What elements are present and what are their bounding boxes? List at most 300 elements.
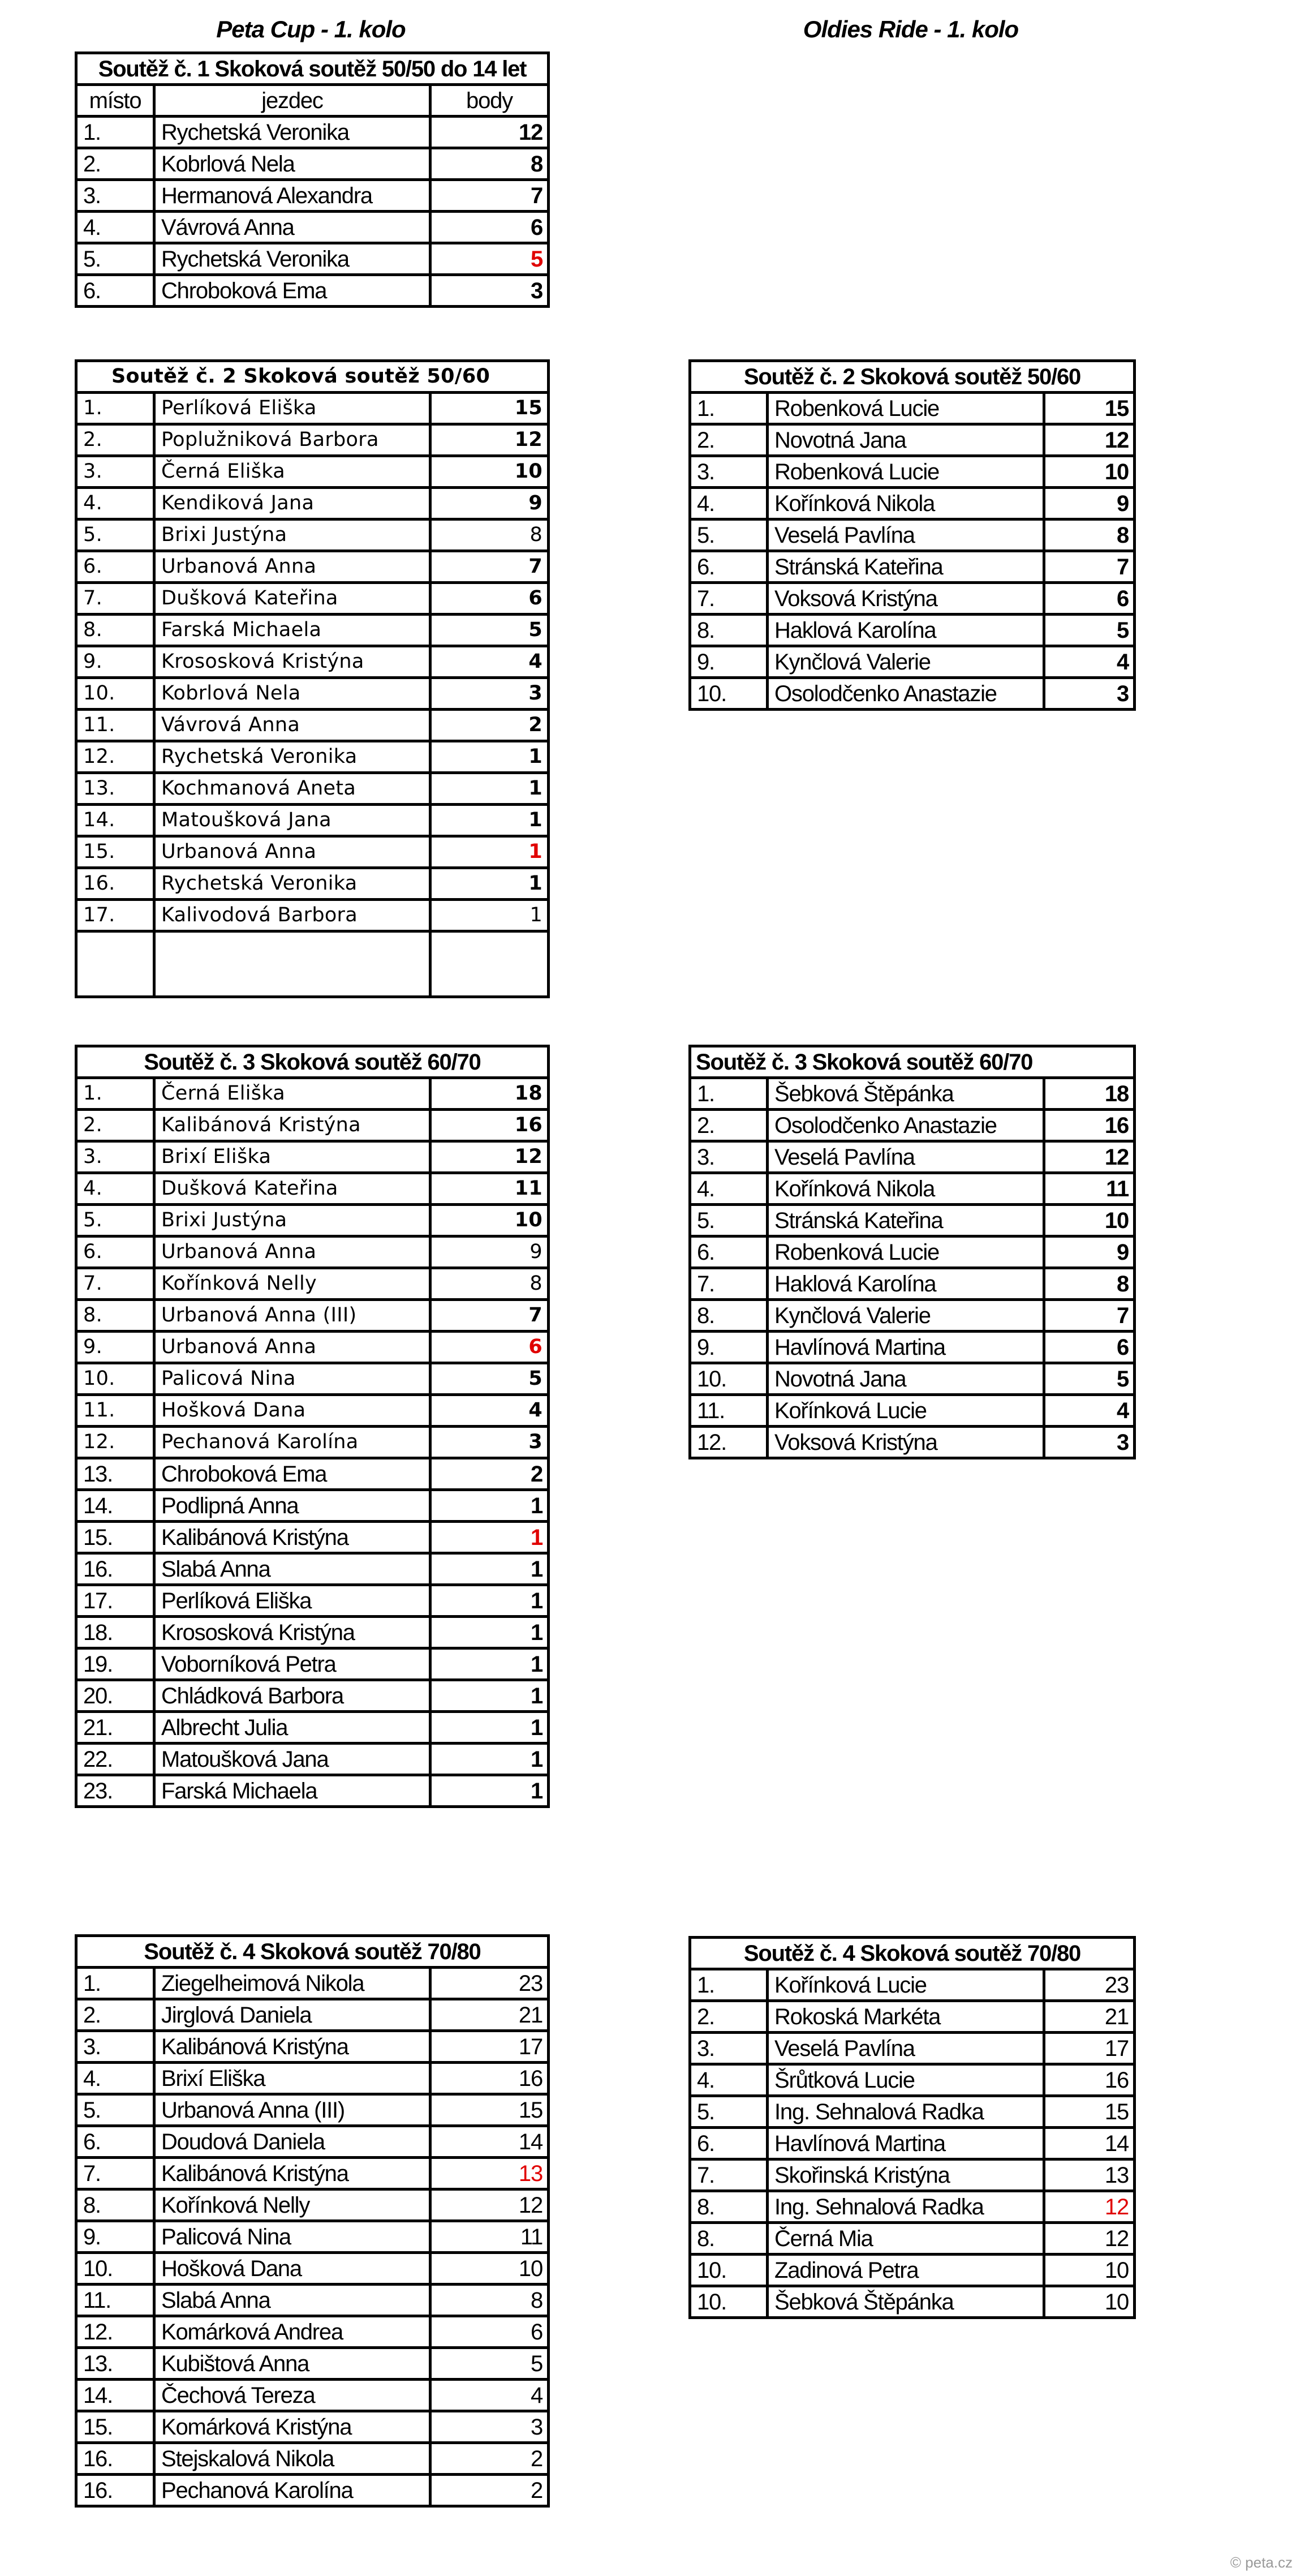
result-rider: Kynčlová Valerie xyxy=(768,1300,1044,1332)
result-place: 20. xyxy=(76,1680,154,1712)
table-row xyxy=(76,805,549,836)
result-points: 18 xyxy=(430,1078,549,1110)
result-points: 13 xyxy=(430,2158,549,2189)
result-rider: Hošková Dana xyxy=(154,1395,430,1427)
result-points: 4 xyxy=(1044,1395,1135,1427)
result-rider: Robenková Lucie xyxy=(768,1237,1044,1268)
column-header-rider: jezdec xyxy=(154,85,430,117)
table-title-row xyxy=(690,1938,1135,1969)
table-row xyxy=(690,615,1135,646)
result-rider: Krososková Kristýna xyxy=(154,1617,430,1648)
result-rider: Komárková Kristýna xyxy=(154,2411,430,2443)
table-row xyxy=(76,117,549,148)
table-row xyxy=(690,424,1135,456)
result-points: 8 xyxy=(430,148,549,180)
table-row xyxy=(690,1332,1135,1363)
result-rider: Farská Michaela xyxy=(154,615,430,646)
result-rider: Stejskalová Nikola xyxy=(154,2443,430,2475)
results-table-peta-cup-competition-2 xyxy=(75,359,550,998)
result-place: 4. xyxy=(690,2064,768,2096)
result-rider: Poplužniková Barbora xyxy=(154,424,430,456)
result-rider: Hošková Dana xyxy=(154,2253,430,2285)
result-points: 9 xyxy=(1044,1237,1135,1268)
result-points: 5 xyxy=(430,615,549,646)
result-points: 9 xyxy=(430,488,549,520)
result-rider: Voksová Kristýna xyxy=(768,1427,1044,1458)
table-row xyxy=(690,1237,1135,1268)
table-row xyxy=(76,1110,549,1141)
result-rider: Havlínová Martina xyxy=(768,1332,1044,1363)
table-row xyxy=(76,1680,549,1712)
result-place: 6. xyxy=(76,551,154,583)
empty-row xyxy=(76,931,549,997)
result-place: 5. xyxy=(690,1205,768,1237)
result-place: 12. xyxy=(76,1427,154,1458)
result-rider: Haklová Karolína xyxy=(768,615,1044,646)
table-row xyxy=(76,1458,549,1490)
result-points: 5 xyxy=(430,1363,549,1395)
result-place: 23. xyxy=(76,1775,154,1807)
table-row xyxy=(76,2285,549,2316)
result-points: 1 xyxy=(430,805,549,836)
result-rider: Doudová Daniela xyxy=(154,2126,430,2158)
table-row xyxy=(76,2126,549,2158)
result-place: 3. xyxy=(76,456,154,488)
table-row xyxy=(76,710,549,741)
result-points: 12 xyxy=(1044,424,1135,456)
result-place: 10. xyxy=(690,2255,768,2286)
table-row xyxy=(76,1775,549,1807)
result-rider: Skořinská Kristýna xyxy=(768,2159,1044,2191)
table-title: Soutěž č. 2 Skoková soutěž 50/60 xyxy=(690,361,1135,393)
result-rider: Slabá Anna xyxy=(154,1553,430,1585)
table-row xyxy=(76,868,549,900)
result-place: 4. xyxy=(690,488,768,520)
result-rider: Kořínková Lucie xyxy=(768,1395,1044,1427)
result-place: 10. xyxy=(76,1363,154,1395)
result-rider: Kochmanová Aneta xyxy=(154,773,430,805)
result-points: 3 xyxy=(1044,678,1135,710)
result-place: 2. xyxy=(690,424,768,456)
result-rider: Kořínková Nelly xyxy=(154,1268,430,1300)
result-points: 6 xyxy=(1044,583,1135,615)
result-rider: Chroboková Ema xyxy=(154,1458,430,1490)
result-points: 5 xyxy=(1044,615,1135,646)
table-row xyxy=(76,1141,549,1173)
result-points: 4 xyxy=(1044,646,1135,678)
result-rider: Palicová Nina xyxy=(154,1363,430,1395)
result-place: 12. xyxy=(76,2316,154,2348)
result-rider: Robenková Lucie xyxy=(768,393,1044,424)
result-points: 3 xyxy=(430,275,549,307)
result-points: 21 xyxy=(430,1999,549,2031)
table-row xyxy=(76,1395,549,1427)
table-row xyxy=(76,836,549,868)
result-points: 2 xyxy=(430,2443,549,2475)
table-row xyxy=(76,2380,549,2411)
table-row xyxy=(690,646,1135,678)
result-rider: Kořínková Nikola xyxy=(768,488,1044,520)
result-rider: Kořínková Lucie xyxy=(768,1969,1044,2001)
result-points: 1 xyxy=(430,836,549,868)
result-points: 3 xyxy=(430,2411,549,2443)
result-points: 12 xyxy=(1044,2223,1135,2255)
result-place: 6. xyxy=(76,1237,154,1268)
result-place: 8. xyxy=(690,2191,768,2223)
result-points: 6 xyxy=(1044,1332,1135,1363)
result-rider: Komárková Andrea xyxy=(154,2316,430,2348)
result-place: 22. xyxy=(76,1744,154,1775)
result-place: 2. xyxy=(76,1110,154,1141)
result-place: 6. xyxy=(690,1237,768,1268)
result-place: 16. xyxy=(76,868,154,900)
result-rider: Rychetská Veronika xyxy=(154,243,430,275)
table-row xyxy=(76,2253,549,2285)
result-points: 1 xyxy=(430,741,549,773)
table-row xyxy=(76,678,549,710)
result-rider: Kalibánová Kristýna xyxy=(154,1522,430,1553)
result-points: 1 xyxy=(430,1522,549,1553)
result-points: 12 xyxy=(430,424,549,456)
event-title-peta-cup: Peta Cup - 1. kolo xyxy=(216,16,406,42)
result-place: 5. xyxy=(76,243,154,275)
result-rider: Kořínková Nikola xyxy=(768,1173,1044,1205)
result-points: 10 xyxy=(430,1205,549,1237)
result-rider: Haklová Karolína xyxy=(768,1268,1044,1300)
table-row xyxy=(76,2031,549,2063)
result-points: 1 xyxy=(430,773,549,805)
result-points: 5 xyxy=(1044,1363,1135,1395)
table-row xyxy=(76,615,549,646)
results-table-oldies-ride-competition-4 xyxy=(688,1936,1136,2319)
result-rider: Novotná Jana xyxy=(768,424,1044,456)
result-points: 10 xyxy=(1044,456,1135,488)
table-row xyxy=(690,2096,1135,2128)
result-points: 6 xyxy=(430,583,549,615)
result-points: 7 xyxy=(1044,551,1135,583)
table-row xyxy=(690,1110,1135,1141)
result-rider: Hermanová Alexandra xyxy=(154,180,430,212)
result-rider: Kendiková Jana xyxy=(154,488,430,520)
column-header-place: místo xyxy=(76,85,154,117)
result-place: 5. xyxy=(690,2096,768,2128)
result-place: 6. xyxy=(76,2126,154,2158)
result-rider: Kalibánová Kristýna xyxy=(154,2158,430,2189)
table-row xyxy=(76,741,549,773)
result-rider: Šebková Štěpánka xyxy=(768,1078,1044,1110)
table-row xyxy=(690,678,1135,710)
result-place: 1. xyxy=(690,1078,768,1110)
result-rider: Ziegelheimová Nikola xyxy=(154,1968,430,1999)
result-points: 8 xyxy=(430,520,549,551)
result-points: 7 xyxy=(430,1300,549,1332)
result-place: 3. xyxy=(690,2033,768,2064)
result-rider: Rychetská Veronika xyxy=(154,741,430,773)
results-table-peta-cup-competition-4 xyxy=(75,1934,550,2508)
result-points: 2 xyxy=(430,710,549,741)
result-points: 10 xyxy=(430,2253,549,2285)
table-row xyxy=(690,1141,1135,1173)
result-place: 17. xyxy=(76,1585,154,1617)
table-row xyxy=(76,1712,549,1744)
result-place: 7. xyxy=(76,1268,154,1300)
table-row xyxy=(690,2255,1135,2286)
table-row xyxy=(76,275,549,307)
result-points: 8 xyxy=(430,1268,549,1300)
empty-cell xyxy=(430,931,549,997)
result-points: 1 xyxy=(430,1712,549,1744)
table-row xyxy=(76,1268,549,1300)
result-points: 11 xyxy=(1044,1173,1135,1205)
table-title-row xyxy=(76,361,549,393)
result-points: 8 xyxy=(1044,1268,1135,1300)
result-place: 8. xyxy=(690,615,768,646)
result-points: 14 xyxy=(1044,2128,1135,2159)
result-rider: Černá Eliška xyxy=(154,456,430,488)
table-row xyxy=(76,148,549,180)
table-title: Soutěž č. 3 Skoková soutěž 60/70 xyxy=(76,1046,549,1078)
result-points: 7 xyxy=(1044,1300,1135,1332)
result-points: 6 xyxy=(430,2316,549,2348)
result-rider: Voksová Kristýna xyxy=(768,583,1044,615)
result-place: 2. xyxy=(76,148,154,180)
table-row xyxy=(76,1205,549,1237)
result-rider: Šebková Štěpánka xyxy=(768,2286,1044,2318)
result-rider: Dušková Kateřina xyxy=(154,583,430,615)
table-row xyxy=(690,1300,1135,1332)
result-points: 12 xyxy=(430,1141,549,1173)
result-place: 3. xyxy=(76,180,154,212)
result-rider: Zadinová Petra xyxy=(768,2255,1044,2286)
column-header-points: body xyxy=(430,85,549,117)
result-points: 5 xyxy=(430,2348,549,2380)
table-row xyxy=(76,1363,549,1395)
table-row xyxy=(76,2348,549,2380)
result-place: 2. xyxy=(690,2001,768,2033)
result-place: 1. xyxy=(76,393,154,424)
result-place: 13. xyxy=(76,1458,154,1490)
table-row xyxy=(690,2001,1135,2033)
result-place: 4. xyxy=(690,1173,768,1205)
table-row xyxy=(76,1078,549,1110)
empty-cell xyxy=(76,931,154,997)
table-row xyxy=(76,2411,549,2443)
table-row xyxy=(690,1205,1135,1237)
result-place: 8. xyxy=(76,2189,154,2221)
table-title-row xyxy=(76,1046,549,1078)
result-points: 4 xyxy=(430,2380,549,2411)
result-place: 5. xyxy=(76,1205,154,1237)
result-rider: Urbanová Anna xyxy=(154,1237,430,1268)
table-row xyxy=(690,488,1135,520)
result-place: 8. xyxy=(76,1300,154,1332)
result-place: 6. xyxy=(76,275,154,307)
result-rider: Šrůtková Lucie xyxy=(768,2064,1044,2096)
result-place: 2. xyxy=(690,1110,768,1141)
result-rider: Perlíková Eliška xyxy=(154,1585,430,1617)
result-place: 9. xyxy=(76,2221,154,2253)
table-row xyxy=(76,1490,549,1522)
table-row xyxy=(76,2475,549,2506)
table-row xyxy=(76,583,549,615)
result-rider: Kalivodová Barbora xyxy=(154,900,430,931)
result-rider: Urbanová Anna (III) xyxy=(154,1300,430,1332)
table-row xyxy=(76,2063,549,2094)
result-points: 7 xyxy=(430,180,549,212)
result-rider: Jirglová Daniela xyxy=(154,1999,430,2031)
result-points: 1 xyxy=(430,900,549,931)
result-points: 10 xyxy=(1044,1205,1135,1237)
result-rider: Brixi Justýna xyxy=(154,1205,430,1237)
result-points: 2 xyxy=(430,2475,549,2506)
result-place: 6. xyxy=(690,2128,768,2159)
result-rider: Kalibánová Kristýna xyxy=(154,1110,430,1141)
results-table-peta-cup-competition-1 xyxy=(75,51,550,308)
table-row xyxy=(76,180,549,212)
table-row xyxy=(76,243,549,275)
result-points: 9 xyxy=(430,1237,549,1268)
result-rider: Stránská Kateřina xyxy=(768,551,1044,583)
result-points: 18 xyxy=(1044,1078,1135,1110)
result-place: 8. xyxy=(690,1300,768,1332)
table-row xyxy=(76,2221,549,2253)
result-points: 17 xyxy=(1044,2033,1135,2064)
table-row xyxy=(76,1522,549,1553)
result-rider: Rokoská Markéta xyxy=(768,2001,1044,2033)
table-row xyxy=(690,1268,1135,1300)
result-place: 14. xyxy=(76,1490,154,1522)
result-rider: Stránská Kateřina xyxy=(768,1205,1044,1237)
result-rider: Robenková Lucie xyxy=(768,456,1044,488)
table-row xyxy=(76,520,549,551)
table-row xyxy=(690,2286,1135,2318)
table-row xyxy=(76,773,549,805)
table-row xyxy=(76,1173,549,1205)
result-points: 16 xyxy=(430,2063,549,2094)
result-place: 3. xyxy=(690,456,768,488)
table-row xyxy=(76,393,549,424)
table-title: Soutěž č. 3 Skoková soutěž 60/70 xyxy=(690,1046,1135,1078)
result-rider: Rychetská Veronika xyxy=(154,117,430,148)
result-rider: Rychetská Veronika xyxy=(154,868,430,900)
table-row xyxy=(690,2191,1135,2223)
table-row xyxy=(76,2158,549,2189)
result-points: 8 xyxy=(430,2285,549,2316)
result-place: 15. xyxy=(76,836,154,868)
result-place: 3. xyxy=(76,1141,154,1173)
result-place: 9. xyxy=(690,1332,768,1363)
result-points: 10 xyxy=(1044,2286,1135,2318)
result-place: 10. xyxy=(690,678,768,710)
result-rider: Kubištová Anna xyxy=(154,2348,430,2380)
result-place: 6. xyxy=(690,551,768,583)
table-row xyxy=(690,393,1135,424)
result-points: 4 xyxy=(430,646,549,678)
result-place: 15. xyxy=(76,2411,154,2443)
result-place: 16. xyxy=(76,2475,154,2506)
result-points: 12 xyxy=(1044,2191,1135,2223)
result-points: 17 xyxy=(430,2031,549,2063)
result-place: 2. xyxy=(76,424,154,456)
result-place: 4. xyxy=(76,212,154,243)
result-points: 3 xyxy=(430,678,549,710)
table-row xyxy=(76,424,549,456)
result-rider: Osolodčenko Anastazie xyxy=(768,678,1044,710)
result-rider: Černá Mia xyxy=(768,2223,1044,2255)
result-rider: Brixi Justýna xyxy=(154,520,430,551)
table-row xyxy=(690,1395,1135,1427)
result-place: 14. xyxy=(76,2380,154,2411)
table-row xyxy=(76,212,549,243)
table-row xyxy=(690,2159,1135,2191)
table-row xyxy=(76,1617,549,1648)
result-points: 1 xyxy=(430,1775,549,1807)
table-row xyxy=(76,1237,549,1268)
result-place: 13. xyxy=(76,2348,154,2380)
results-table-peta-cup-competition-3 xyxy=(75,1045,550,1808)
result-rider: Krososková Kristýna xyxy=(154,646,430,678)
result-rider: Chládková Barbora xyxy=(154,1680,430,1712)
table-row xyxy=(690,2064,1135,2096)
result-points: 16 xyxy=(430,1110,549,1141)
table-row xyxy=(76,2316,549,2348)
result-place: 4. xyxy=(76,2063,154,2094)
result-rider: Černá Eliška xyxy=(154,1078,430,1110)
result-points: 15 xyxy=(1044,2096,1135,2128)
result-points: 1 xyxy=(430,1648,549,1680)
table-row xyxy=(76,1999,549,2031)
results-table-oldies-ride-competition-3 xyxy=(688,1045,1136,1459)
result-points: 15 xyxy=(430,2094,549,2126)
result-points: 11 xyxy=(430,1173,549,1205)
result-place: 14. xyxy=(76,805,154,836)
result-place: 4. xyxy=(76,1173,154,1205)
table-row xyxy=(690,520,1135,551)
result-rider: Dušková Kateřina xyxy=(154,1173,430,1205)
result-place: 11. xyxy=(690,1395,768,1427)
result-rider: Voborníková Petra xyxy=(154,1648,430,1680)
result-points: 11 xyxy=(430,2221,549,2253)
result-place: 16. xyxy=(76,1553,154,1585)
result-points: 10 xyxy=(1044,2255,1135,2286)
result-points: 23 xyxy=(1044,1969,1135,2001)
result-points: 1 xyxy=(430,1490,549,1522)
result-place: 9. xyxy=(76,646,154,678)
table-title: Soutěž č. 4 Skoková soutěž 70/80 xyxy=(76,1936,549,1968)
result-rider: Brixí Eliška xyxy=(154,2063,430,2094)
result-rider: Vávrová Anna xyxy=(154,212,430,243)
result-place: 7. xyxy=(76,2158,154,2189)
result-place: 4. xyxy=(76,488,154,520)
result-points: 12 xyxy=(1044,1141,1135,1173)
result-place: 8. xyxy=(690,2223,768,2255)
result-points: 16 xyxy=(1044,1110,1135,1141)
result-points: 1 xyxy=(430,1585,549,1617)
result-place: 7. xyxy=(690,2159,768,2191)
result-rider: Kořínková Nelly xyxy=(154,2189,430,2221)
result-points: 5 xyxy=(430,243,549,275)
table-row xyxy=(76,1300,549,1332)
result-place: 12. xyxy=(76,741,154,773)
result-points: 21 xyxy=(1044,2001,1135,2033)
result-rider: Havlínová Martina xyxy=(768,2128,1044,2159)
result-place: 1. xyxy=(76,1078,154,1110)
table-row xyxy=(76,1648,549,1680)
result-points: 1 xyxy=(430,1553,549,1585)
result-rider: Pechanová Karolína xyxy=(154,1427,430,1458)
result-points: 12 xyxy=(430,2189,549,2221)
result-place: 7. xyxy=(690,583,768,615)
